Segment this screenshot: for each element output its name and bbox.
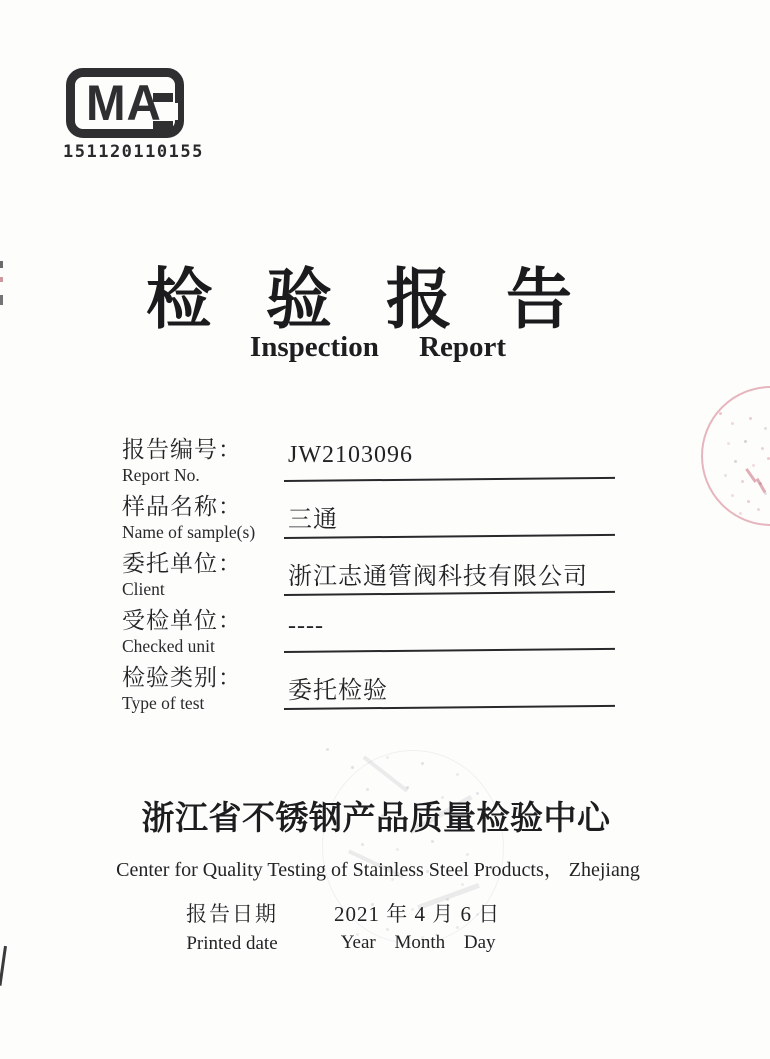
date-label-en: Printed date xyxy=(186,933,278,954)
field-row-client xyxy=(122,551,616,608)
scan-artifact-bottom-left xyxy=(0,946,6,986)
field-value: 浙江志通管阀科技有限公司 xyxy=(288,564,588,590)
round-seal-stamp xyxy=(701,386,770,526)
report-info-form xyxy=(122,437,616,722)
field-label-en: Client xyxy=(122,579,165,599)
field-row-test-type xyxy=(122,665,616,722)
date-value: 2021 年 4 月 6 日 xyxy=(334,902,501,926)
cma-license-number: 151120110155 xyxy=(63,142,204,162)
org-name-zh: 浙江省不锈钢产品质量检验中心 xyxy=(141,801,611,837)
field-label-zh: 受检单位： xyxy=(122,608,242,633)
scan-artifact-left-edge xyxy=(0,261,3,311)
field-value: 三通 xyxy=(288,507,338,533)
field-row-report-no xyxy=(122,437,616,494)
field-label-zh: 样品名称： xyxy=(122,494,242,519)
seal-mark xyxy=(745,468,757,483)
date-units: Year Month Day xyxy=(340,932,496,953)
cma-logo-letters: MA xyxy=(86,75,162,131)
date-label-zh: 报告日期 xyxy=(186,902,278,926)
field-label-zh: 委托单位： xyxy=(122,551,242,576)
field-row-sample-name xyxy=(122,494,616,551)
cma-certification-mark xyxy=(63,68,204,162)
cma-logo-icon xyxy=(66,68,184,138)
seal-speckles xyxy=(719,412,722,415)
field-label-en: Name of sample(s) xyxy=(122,522,256,542)
date-value-column xyxy=(334,898,500,955)
field-label-en: Type of test xyxy=(122,693,205,713)
seal-mark xyxy=(756,478,767,493)
ghost-stamp-speckles xyxy=(326,748,329,751)
field-label-en: Report No. xyxy=(122,465,200,485)
field-value: JW2103096 xyxy=(288,442,413,468)
field-value: 委托检验 xyxy=(288,678,388,704)
report-title-zh: 检验报告 xyxy=(146,264,626,337)
field-label-zh: 报告编号： xyxy=(122,437,242,462)
org-name-en: Center for Quality Testing of Stainless Steel Products， Zhejiang xyxy=(116,859,640,881)
report-title-en: Inspection Report xyxy=(249,331,507,363)
field-label-en: Checked unit xyxy=(122,636,215,656)
report-date-block xyxy=(186,898,500,955)
date-label-column xyxy=(186,898,278,955)
field-row-checked-unit xyxy=(122,608,616,665)
field-value: ---- xyxy=(288,613,324,639)
field-label-zh: 检验类别： xyxy=(122,665,242,690)
